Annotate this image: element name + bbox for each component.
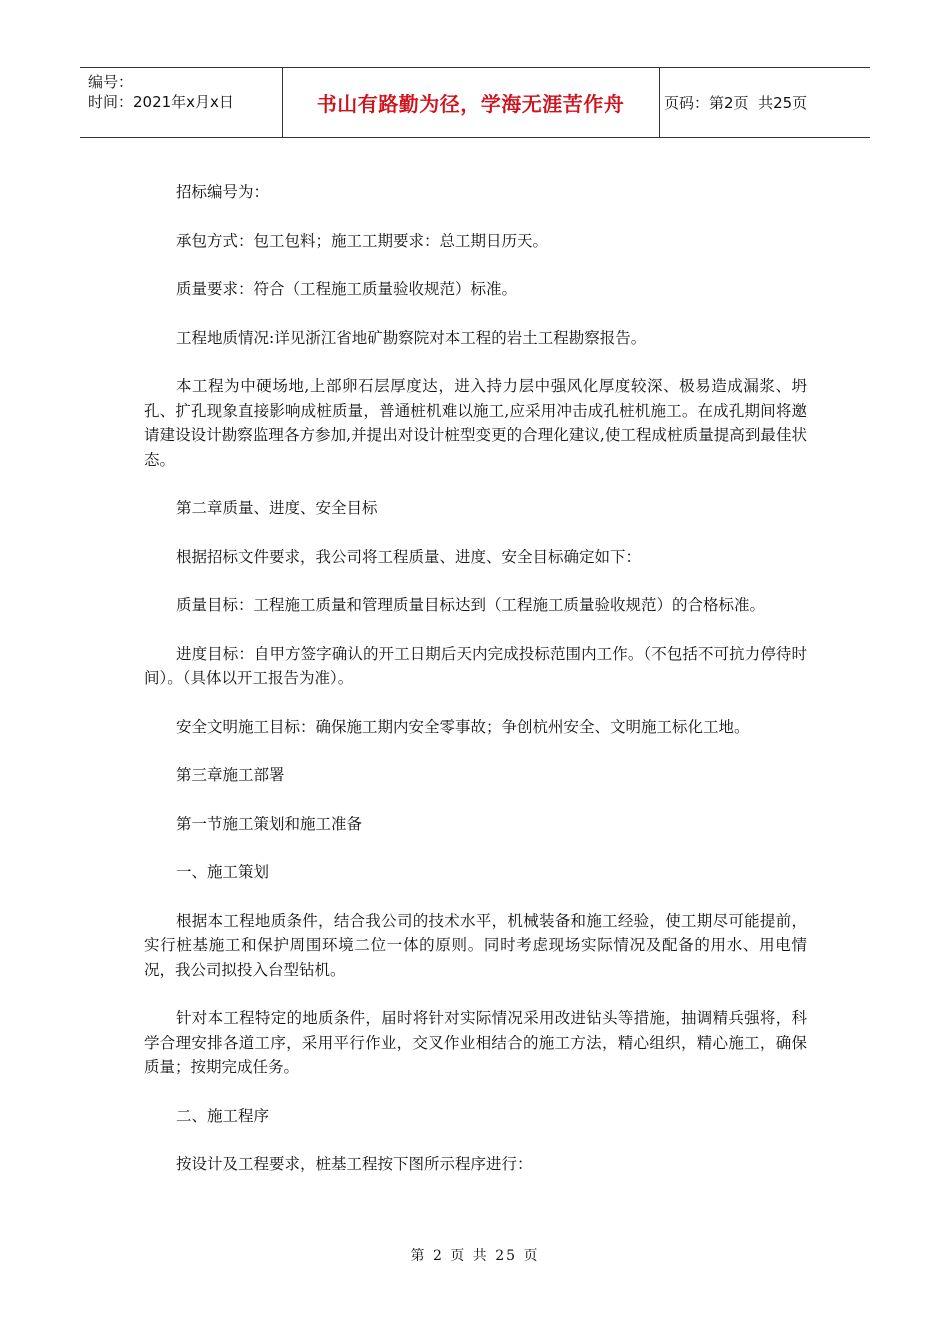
header-page-info-text: 页码：第2页 共25页 [664,94,808,112]
header-meta [80,68,283,137]
paragraph: 质量要求：符合（工程施工质量验收规范）标准。 [176,280,518,298]
header-motto: 书山有路勤为径，学海无涯苦作舟 [282,68,660,137]
section-heading: 第一节施工策划和施工准备 [176,814,363,833]
page-footer: 第 2 页 共 25 页 [410,1248,540,1264]
paragraph: 进度目标：自甲方签字确认的开工日期后天内完成投标范围内工作。（不包括不可抗力停待时间）。（具体以开工报告为准）。 [144,644,807,687]
paragraph: 招标编号为： [176,183,270,201]
subsection-heading: 二、施工程序 [176,1106,270,1125]
document-body [144,180,807,1201]
paragraph: 本工程为中硬场地,上部卵石层厚度达，进入持力层中强风化厚度较深、极易造成漏浆、坍孔、扩孔现象直接影响成桩质量，普通桩机难以施工,应采用冲击成孔桩机施工。在成孔期间将邀请建设设计勘察监理各方参加,并提出对设计桩型变更的合理化建议,使工程成桩质量提高到最佳状态。 [144,377,807,469]
paragraph: 承包方式：包工包料；施工工期要求：总工期日历天。 [176,231,549,250]
document-time-label: 时间：2021年x月x日 [88,93,234,111]
paragraph: 工程地质情况:详见浙江省地矿勘察院对本工程的岩土工程勘察报告。 [176,328,647,347]
paragraph: 质量目标：工程施工质量和管理质量目标达到（工程施工质量验收规范）的合格标准。 [176,596,766,614]
chapter-heading: 第三章施工部署 [176,766,285,784]
paragraph: 针对本工程特定的地质条件，届时将针对实际情况采用改进钻头等措施，抽调精兵强将，科学合理安排各道工序，采用平行作业，交叉作业相结合的施工方法，精心组织，精心施工，确保质量；按期完成任务。 [144,1009,807,1076]
page-header [80,67,870,138]
paragraph: 按设计及工程要求，桩基工程按下图所示程序进行： [176,1155,533,1173]
paragraph: 根据招标文件要求，我公司将工程质量、进度、安全目标确定如下： [176,547,642,566]
chapter-heading: 第二章质量、进度、安全目标 [176,499,378,517]
subsection-heading: 一、施工策划 [176,863,270,881]
paragraph: 安全文明施工目标：确保施工期内安全零事故；争创杭州安全、文明施工标化工地。 [176,717,750,736]
paragraph: 根据本工程地质条件，结合我公司的技术水平，机械装备和施工经验，使工期尽可能提前，实行桩基施工和保护周围环境二位一体的原则。同时考虑现场实际情况及配备的用水、用电情况，我公司拟投入台型钻机。 [144,911,807,979]
document-number-label: 编号： [88,73,134,91]
header-page-info [660,68,870,137]
